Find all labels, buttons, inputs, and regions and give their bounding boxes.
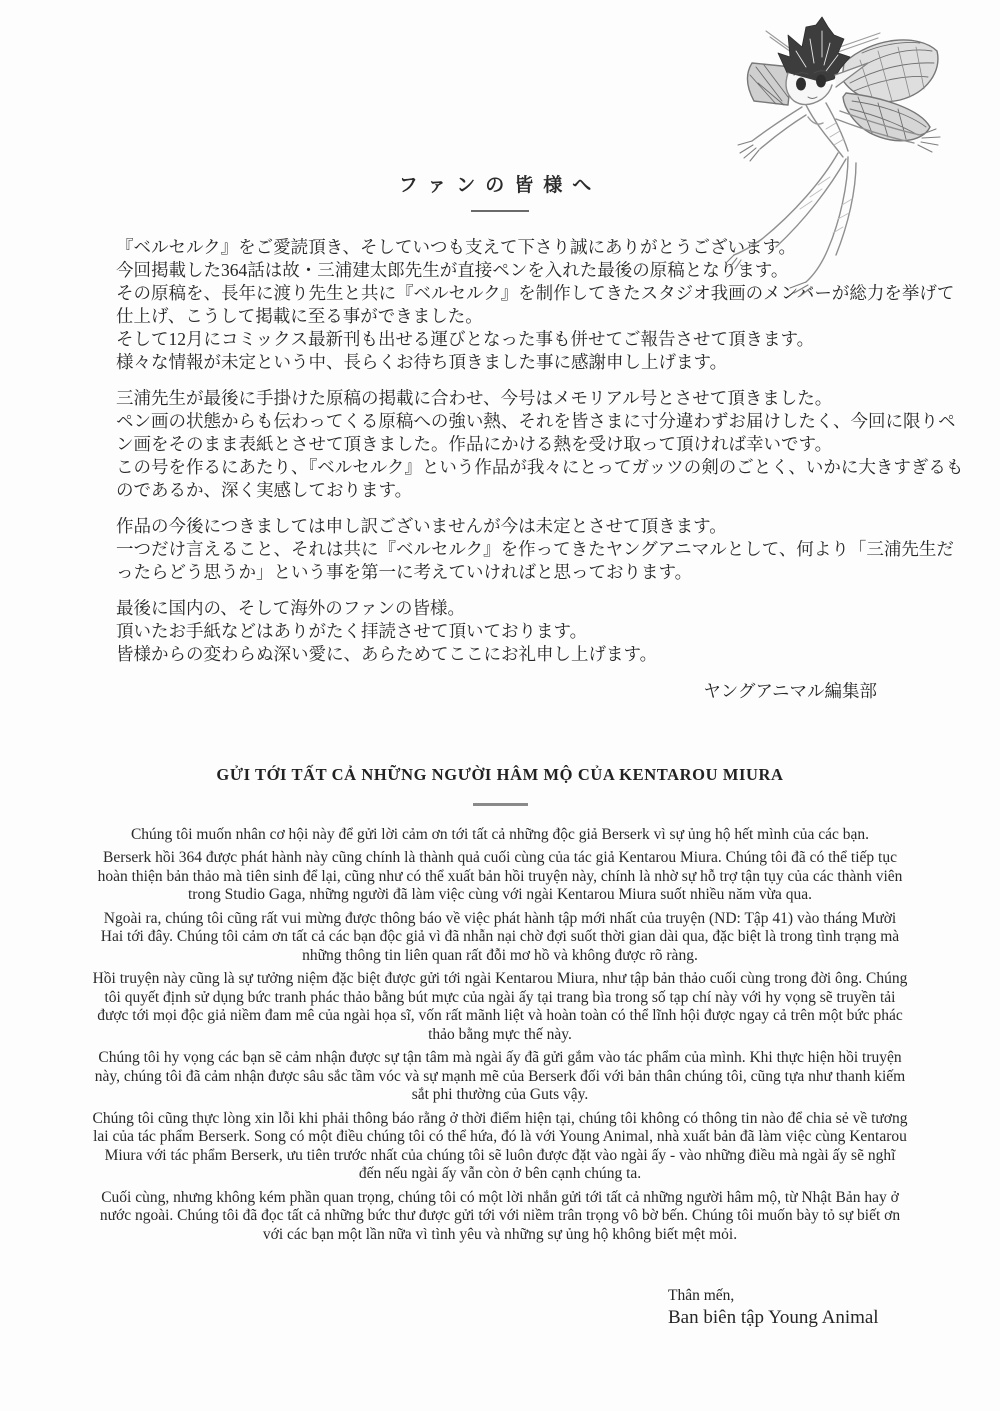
jp-paragraph bbox=[116, 597, 895, 666]
title-divider bbox=[471, 210, 529, 212]
jp-paragraph bbox=[116, 515, 954, 584]
japanese-title: ファンの皆様へ bbox=[398, 175, 602, 196]
jp-text-line: 『ベルセルク』をご愛読頂き、そしていつも支えて下さり誠にありがとうございます。 bbox=[116, 237, 797, 257]
jp-text-line: 仕上げ、こうして掲載に至る事ができました。 bbox=[116, 306, 483, 326]
jp-text-line: 最後に国内の、そして海外のファンの皆様。 bbox=[116, 598, 465, 618]
vn-paragraph: Cuối cùng, nhưng không kém phần quan trọng, chúng tôi có một lời nhắn gửi tới tất cả những người hâm mộ, từ Nhật Bản hay ở nước ngoài. Chúng tôi đã đọc tất cả những bức thư được gửi tới với niềm trân trọng vô bờ bến. Chúng tôi muốn bày tỏ sự biết ơn với các bạn một lần nữa vì tình yêu và những sự ủng hộ không biết mệt mỏi. bbox=[99, 1188, 901, 1243]
jp-text-line: 三浦先生が最後に手掛けた原稿の掲載に合わせ、今号はメモリアル号とさせて頂きました。 bbox=[116, 388, 833, 408]
jp-text-line: その原稿を、長年に渡り先生と共に『ベルセルク』を制作してきたスタジオ我画のメンバーが総力を挙げて bbox=[116, 283, 955, 303]
jp-text-line: 皆様からの変わらぬ深い愛に、あらためてここにお礼申し上げます。 bbox=[116, 644, 658, 664]
jp-paragraph bbox=[116, 236, 955, 374]
japanese-letter-body bbox=[116, 236, 964, 703]
vietnamese-closing-block bbox=[668, 1286, 1000, 1330]
vn-paragraph: Chúng tôi muốn nhân cơ hội này để gửi lời cảm ơn tới tất cả những độc giả Berserk vì sự ủng hộ hết mình của các bạn. bbox=[130, 825, 870, 843]
jp-text-line: ペン画の状態からも伝わってくる原稿への強い熱、それを皆さまに寸分違わずお届けしたく、今回に限りペ bbox=[116, 411, 956, 431]
jp-text-line: この号を作るにあたり、『ベルセルク』という作品が我々にとってガッツの剣のごとく、いかに大きすぎるも bbox=[116, 457, 964, 477]
vietnamese-section bbox=[0, 765, 1000, 1330]
jp-paragraph bbox=[116, 387, 964, 502]
jp-text-line: 一つだけ言えること、それは共に『ベルセルク』を作ってきたヤングアニマルとして、何より「三浦先生だ bbox=[116, 539, 954, 559]
jp-text-line: 今回掲載した364話は故・三浦建太郎先生が直接ペンを入れた最後の原稿となります。 bbox=[116, 260, 789, 280]
vn-paragraph: Hồi truyện này cũng là sự tưởng niệm đặc biệt được gửi tới ngài Kentarou Miura, như tập bản thảo cuối cùng trong đời ông. Chúng tôi quyết định sử dụng bức tranh phác thảo bằng bút mực của ngài ấy tại trang bìa trong số tạp chí này với hy vọng sẽ truyền tải được tới mọi độc giả niềm đam mê của ngài họa sĩ, vốn rất mãnh liệt và hoàn toàn có thể lĩnh hội được ngay cả trên một bức phác thảo bằng mực thế này. bbox=[92, 970, 908, 1043]
title-divider bbox=[473, 803, 528, 806]
jp-text-line: ったらどう思うか」という事を第一に考えていければと思っております。 bbox=[116, 562, 693, 582]
vn-paragraph: Berserk hồi 364 được phát hành này cũng chính là thành quả cuối cùng của tác giả Kentarou Miura. Chúng tôi đã có thể tiếp tục hoàn thiện bản thảo mà tiên sinh để lại, cũng như có thể xuất bản hồi truyện này, chính là nhờ sự hỗ trợ tận tụy của các thành viên trong Studio Gaga, những người đã làm việc cùng với ngài Kentarou Miura suốt nhiều năm vừa qua. bbox=[97, 849, 903, 903]
japanese-signature: ヤングアニマル編集部 bbox=[703, 681, 877, 701]
jp-text-line: 頂いたお手紙などはありがたく拝読させて頂いております。 bbox=[116, 621, 588, 641]
jp-text-line: 様々な情報が未定という中、長らくお待ち頂きました事に感謝申し上げます。 bbox=[116, 352, 728, 372]
closing-salutation: Thân mến, bbox=[668, 1287, 735, 1304]
jp-text-line: ン画をそのまま表紙とさせて頂きました。作品にかける熱を受け取って頂ければ幸いです。 bbox=[116, 434, 833, 454]
japanese-section bbox=[0, 0, 1000, 703]
vietnamese-title: GỬI TỚI TẤT CẢ NHỮNG NGƯỜI HÂM MỘ CỦA KENTAROU MIURA bbox=[216, 765, 784, 784]
vn-paragraph: Chúng tôi hy vọng các bạn sẽ cảm nhận được sự tận tâm mà ngài ấy đã gửi gắm vào tác phẩm của mình. Khi thực hiện hồi truyện này, chúng tôi đã cảm nhận được sâu sắc tầm vóc và sự mạnh mẽ của Berserk đối với bản thân chúng tôi, cũng tựa như thanh kiếm sắt phi thường của Guts vậy. bbox=[94, 1049, 906, 1103]
vn-paragraph: Chúng tôi cũng thực lòng xin lỗi khi phải thông báo rằng ở thời điểm hiện tại, chúng tôi không có thông tin nào để chia sẻ về tương lai của tác phẩm Berserk. Song có một điều chúng tôi có thể hứa, đó là với Young Animal, nhà xuất bản đã làm việc cùng Kentarou Miura với tác phẩm Berserk, ưu tiên trước nhất của chúng tôi sẽ luôn được đặt vào ngài ấy - vào những điều mà ngài ấy sẽ nghĩ đến nếu ngài ấy vẫn còn ở bên cạnh chúng ta. bbox=[92, 1109, 908, 1182]
jp-text-line: 作品の今後につきましては申し訳ございませんが今は未定とさせて頂きます。 bbox=[116, 516, 727, 536]
vn-paragraph: Ngoài ra, chúng tôi cũng rất vui mừng được thông báo về việc phát hành tập mới nhất của truyện (ND: Tập 41) vào tháng Mười Hai tới đây. Chúng tôi cảm ơn tất cả các bạn độc giả vì đã nhẫn nại chờ đợi suốt thời gian dài qua, đặc biệt là trong tình trạng mà những thông tin liên quan rất đỗi mơ hồ và không được rõ ràng. bbox=[100, 909, 900, 964]
vietnamese-signature: Ban biên tập Young Animal bbox=[668, 1307, 879, 1328]
jp-text-line: そして12月にコミックス最新刊も出せる運びとなった事も併せてご報告させて頂きます。 bbox=[116, 329, 815, 349]
jp-text-line: のであるか、深く実感しております。 bbox=[116, 480, 413, 500]
vietnamese-letter-body bbox=[92, 826, 908, 1245]
